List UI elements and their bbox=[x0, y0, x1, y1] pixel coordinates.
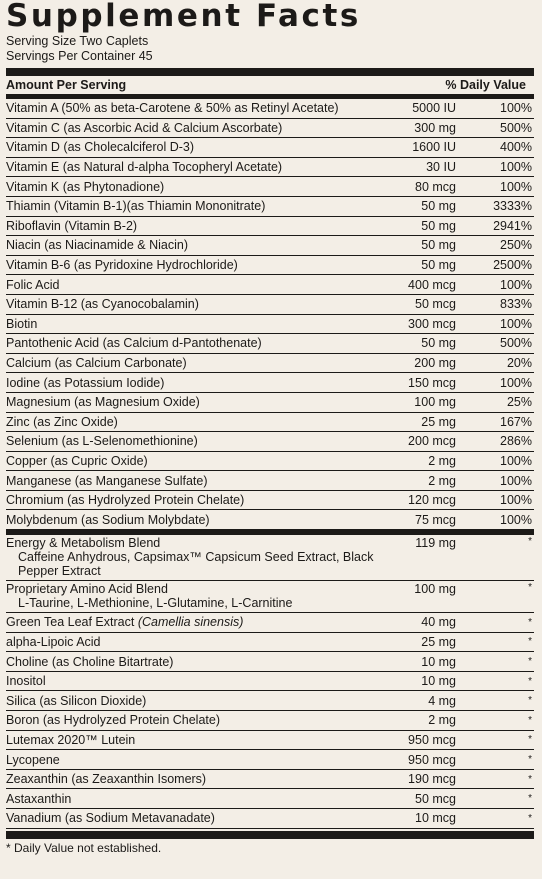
nutrient-daily-value: 25% bbox=[506, 395, 532, 410]
nutrient-daily-value: 400% bbox=[500, 140, 532, 155]
nutrient-daily-value: 500% bbox=[500, 120, 532, 135]
nutrient-daily-value: 100% bbox=[500, 277, 532, 292]
ingredient-name: Boron (as Hydrolyzed Protein Chelate) bbox=[6, 713, 220, 728]
ingredient-name-cell bbox=[6, 635, 374, 649]
other-ingredients-list bbox=[6, 613, 534, 829]
ingredient-name-cell bbox=[6, 753, 374, 767]
nutrient-daily-value: 167% bbox=[500, 414, 532, 429]
daily-value-asterisk: * bbox=[528, 695, 532, 707]
blend-name: Proprietary Amino Acid Blend bbox=[6, 582, 168, 597]
nutrient-row bbox=[6, 177, 534, 197]
nutrient-name: Vitamin C (as Ascorbic Acid & Calcium Ascorbate) bbox=[6, 120, 283, 135]
nutrient-amount: 300 mg bbox=[414, 120, 456, 135]
nutrient-row bbox=[6, 452, 534, 472]
nutrient-amount: 400 mcg bbox=[408, 277, 456, 292]
nutrient-daily-value: 100% bbox=[500, 473, 532, 488]
nutrient-row bbox=[6, 99, 534, 119]
divider-bar bbox=[6, 831, 534, 839]
nutrient-amount: 50 mg bbox=[421, 199, 456, 214]
nutrient-name: Calcium (as Calcium Carbonate) bbox=[6, 356, 187, 371]
daily-value-asterisk: * bbox=[528, 773, 532, 785]
ingredient-name-cell bbox=[6, 772, 374, 786]
nutrient-row bbox=[6, 217, 534, 237]
nutrient-row bbox=[6, 256, 534, 276]
nutrient-amount: 2 mg bbox=[428, 453, 456, 468]
nutrient-name: Copper (as Cupric Oxide) bbox=[6, 453, 148, 468]
footnote: * Daily Value not established. bbox=[6, 840, 162, 855]
ingredient-row bbox=[6, 809, 534, 829]
nutrient-amount: 100 mg bbox=[414, 395, 456, 410]
nutrient-daily-value: 100% bbox=[500, 179, 532, 194]
nutrient-name: Iodine (as Potassium Iodide) bbox=[6, 375, 165, 390]
ingredient-row bbox=[6, 691, 534, 711]
nutrient-amount: 50 mg bbox=[421, 258, 456, 273]
nutrient-row bbox=[6, 138, 534, 158]
ingredient-amount: 10 mg bbox=[421, 654, 456, 669]
nutrient-amount: 200 mcg bbox=[408, 434, 456, 449]
nutrient-row bbox=[6, 315, 534, 335]
nutrient-daily-value: 100% bbox=[500, 316, 532, 331]
nutrient-daily-value: 100% bbox=[500, 512, 532, 527]
ingredient-name: Astaxanthin bbox=[6, 791, 72, 806]
ingredient-name: Silica (as Silicon Dioxide) bbox=[6, 693, 147, 708]
ingredient-name-cell bbox=[6, 674, 374, 688]
daily-value-asterisk: * bbox=[528, 616, 532, 628]
ingredient-name: Zeaxanthin (as Zeaxanthin Isomers) bbox=[6, 772, 207, 787]
ingredient-amount: 4 mg bbox=[428, 693, 456, 708]
nutrient-daily-value: 100% bbox=[500, 375, 532, 390]
ingredient-name-cell bbox=[6, 713, 374, 727]
nutrient-row bbox=[6, 413, 534, 433]
nutrient-name: Vitamin K (as Phytonadione) bbox=[6, 179, 165, 194]
nutrient-daily-value: 833% bbox=[500, 297, 532, 312]
nutrient-row bbox=[6, 119, 534, 139]
nutrient-daily-value: 2500% bbox=[493, 258, 532, 273]
nutrient-row bbox=[6, 432, 534, 452]
ingredient-name: Lutemax 2020™ Lutein bbox=[6, 732, 136, 747]
ingredient-name-cell bbox=[6, 655, 374, 669]
nutrient-amount: 75 mcg bbox=[415, 512, 456, 527]
nutrient-amount: 30 IU bbox=[426, 160, 456, 175]
ingredient-row bbox=[6, 613, 534, 633]
ingredient-amount: 10 mcg bbox=[415, 811, 456, 826]
ingredient-name-cell bbox=[6, 811, 374, 825]
serving-size: Serving Size Two Caplets bbox=[6, 34, 149, 48]
vitamins-list bbox=[6, 99, 534, 530]
ingredient-name: alpha-Lipoic Acid bbox=[6, 634, 101, 649]
column-header bbox=[6, 76, 534, 94]
nutrient-daily-value: 100% bbox=[500, 453, 532, 468]
nutrient-row bbox=[6, 491, 534, 511]
ingredient-amount: 950 mcg bbox=[408, 732, 456, 747]
nutrient-name: Biotin bbox=[6, 316, 38, 331]
daily-value-asterisk: * bbox=[528, 734, 532, 746]
nutrient-amount: 25 mg bbox=[421, 414, 456, 429]
daily-value-asterisk: * bbox=[528, 754, 532, 766]
ingredient-amount: 10 mg bbox=[421, 674, 456, 689]
nutrient-name: Pantothenic Acid (as Calcium d-Pantothenate) bbox=[6, 336, 262, 351]
blend-row bbox=[6, 581, 534, 613]
blend-amount: 100 mg bbox=[414, 582, 456, 597]
nutrient-name: Selenium (as L-Selenomethionine) bbox=[6, 434, 198, 449]
daily-value-asterisk: * bbox=[528, 582, 532, 594]
dv-header: % Daily Value bbox=[445, 78, 526, 92]
nutrient-name: Chromium (as Hydrolyzed Protein Chelate) bbox=[6, 493, 245, 508]
supplement-facts-panel bbox=[6, 0, 534, 856]
blend-name: Energy & Metabolism Blend bbox=[6, 536, 161, 551]
ingredient-row bbox=[6, 789, 534, 809]
ingredient-row bbox=[6, 731, 534, 751]
nutrient-row bbox=[6, 334, 534, 354]
nutrient-amount: 50 mg bbox=[421, 336, 456, 351]
nutrient-name: Manganese (as Manganese Sulfate) bbox=[6, 473, 208, 488]
nutrient-name: Molybdenum (as Sodium Molybdate) bbox=[6, 512, 210, 527]
ingredient-name: Choline (as Choline Bitartrate) bbox=[6, 654, 174, 669]
nutrient-row bbox=[6, 373, 534, 393]
blends-list bbox=[6, 535, 534, 613]
nutrient-row bbox=[6, 393, 534, 413]
ingredient-amount: 25 mg bbox=[421, 634, 456, 649]
nutrient-name: Zinc (as Zinc Oxide) bbox=[6, 414, 118, 429]
nutrient-daily-value: 250% bbox=[500, 238, 532, 253]
nutrient-daily-value: 100% bbox=[500, 101, 532, 116]
nutrient-name: Vitamin A (50% as beta-Carotene & 50% as Retinyl Acetate) bbox=[6, 101, 339, 116]
ingredient-name: Inositol bbox=[6, 674, 46, 689]
blend-name-cell bbox=[6, 536, 374, 578]
nutrient-daily-value: 20% bbox=[506, 356, 532, 371]
ingredient-amount: 50 mcg bbox=[415, 791, 456, 806]
nutrient-amount: 200 mg bbox=[414, 356, 456, 371]
blend-row bbox=[6, 535, 534, 581]
nutrient-row bbox=[6, 471, 534, 491]
nutrient-name: Folic Acid bbox=[6, 277, 60, 292]
ingredient-name-cell bbox=[6, 694, 374, 708]
ingredient-row bbox=[6, 711, 534, 731]
daily-value-asterisk: * bbox=[528, 656, 532, 668]
nutrient-amount: 2 mg bbox=[428, 473, 456, 488]
daily-value-asterisk: * bbox=[528, 636, 532, 648]
nutrient-amount: 120 mcg bbox=[408, 493, 456, 508]
nutrient-row bbox=[6, 275, 534, 295]
nutrient-name: Thiamin (Vitamin B-1)(as Thiamin Mononitrate) bbox=[6, 199, 266, 214]
nutrient-amount: 150 mcg bbox=[408, 375, 456, 390]
blend-ingredients: Caffeine Anhydrous, Capsimax™ Capsicum Seed Extract, Black Pepper Extract bbox=[18, 550, 374, 579]
ingredient-name-cell bbox=[6, 615, 374, 629]
divider-bar bbox=[6, 68, 534, 76]
amount-header: Amount Per Serving bbox=[6, 78, 127, 92]
nutrient-daily-value: 100% bbox=[500, 160, 532, 175]
nutrient-name: Vitamin B-6 (as Pyridoxine Hydrochloride) bbox=[6, 258, 238, 273]
nutrient-name: Niacin (as Niacinamide & Niacin) bbox=[6, 238, 189, 253]
nutrient-amount: 80 mcg bbox=[415, 179, 456, 194]
ingredient-row bbox=[6, 652, 534, 672]
ingredient-amount: 950 mcg bbox=[408, 752, 456, 767]
nutrient-row bbox=[6, 236, 534, 256]
ingredient-name: Vanadium (as Sodium Metavanadate) bbox=[6, 811, 215, 826]
nutrient-daily-value: 500% bbox=[500, 336, 532, 351]
ingredient-row bbox=[6, 672, 534, 692]
ingredient-row bbox=[6, 770, 534, 790]
nutrient-daily-value: 286% bbox=[500, 434, 532, 449]
ingredient-amount: 190 mcg bbox=[408, 772, 456, 787]
daily-value-asterisk: * bbox=[528, 536, 532, 548]
nutrient-row bbox=[6, 158, 534, 178]
nutrient-name: Riboflavin (Vitamin B-2) bbox=[6, 218, 138, 233]
nutrient-amount: 50 mcg bbox=[415, 297, 456, 312]
nutrient-daily-value: 100% bbox=[500, 493, 532, 508]
nutrient-daily-value: 2941% bbox=[493, 218, 532, 233]
ingredient-row bbox=[6, 633, 534, 653]
ingredient-amount: 40 mg bbox=[421, 615, 456, 630]
ingredient-name: Green Tea Leaf Extract bbox=[6, 615, 135, 630]
nutrient-name: Magnesium (as Magnesium Oxide) bbox=[6, 395, 200, 410]
blend-amount: 119 mg bbox=[415, 536, 456, 551]
ingredient-row bbox=[6, 750, 534, 770]
nutrient-daily-value: 3333% bbox=[493, 199, 532, 214]
ingredient-name-cell bbox=[6, 792, 374, 806]
ingredient-amount: 2 mg bbox=[428, 713, 456, 728]
daily-value-asterisk: * bbox=[528, 812, 532, 824]
blend-ingredients: L-Taurine, L-Methionine, L-Glutamine, L-Carnitine bbox=[18, 596, 293, 611]
nutrient-row bbox=[6, 295, 534, 315]
nutrient-amount: 1600 IU bbox=[412, 140, 456, 155]
ingredient-botanical-name: (Camellia sinensis) bbox=[137, 615, 244, 630]
servings-per-container: Servings Per Container 45 bbox=[6, 49, 153, 63]
ingredient-name-cell bbox=[6, 733, 374, 747]
daily-value-asterisk: * bbox=[528, 714, 532, 726]
nutrient-name: Vitamin B-12 (as Cyanocobalamin) bbox=[6, 297, 199, 312]
nutrient-row bbox=[6, 197, 534, 217]
nutrient-amount: 50 mg bbox=[421, 218, 456, 233]
panel-title: Supplement Facts bbox=[6, 0, 361, 34]
ingredient-name: Lycopene bbox=[6, 752, 60, 767]
daily-value-asterisk: * bbox=[528, 675, 532, 687]
nutrient-amount: 50 mg bbox=[421, 238, 456, 253]
blend-name-cell bbox=[6, 582, 374, 610]
daily-value-asterisk: * bbox=[528, 793, 532, 805]
nutrient-name: Vitamin E (as Natural d-alpha Tocopheryl Acetate) bbox=[6, 160, 283, 175]
nutrient-amount: 300 mcg bbox=[408, 316, 456, 331]
nutrient-amount: 5000 IU bbox=[412, 101, 456, 116]
nutrient-row bbox=[6, 510, 534, 530]
nutrient-row bbox=[6, 354, 534, 374]
nutrient-name: Vitamin D (as Cholecalciferol D-3) bbox=[6, 140, 195, 155]
